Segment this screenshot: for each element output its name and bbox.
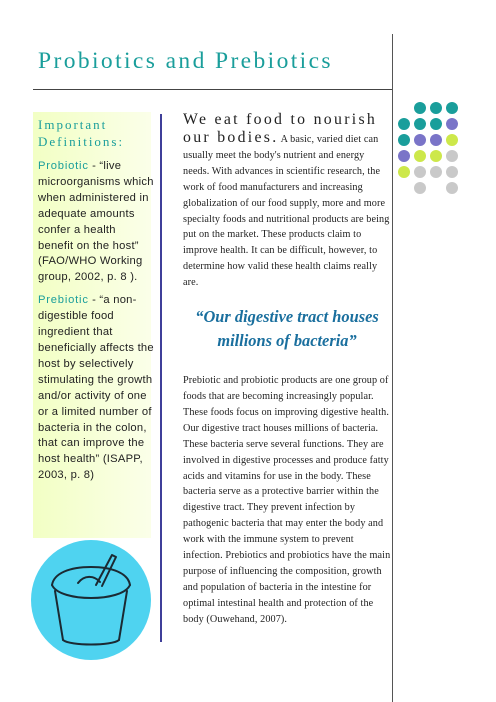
pull-quote [183, 305, 391, 353]
decorative-dot [446, 166, 458, 178]
decorative-dot [430, 118, 442, 130]
right-column-rule [392, 34, 393, 702]
decorative-dot [430, 166, 442, 178]
decorative-dot [430, 134, 442, 146]
decorative-dot [446, 118, 458, 130]
pull-quote-line2: millions of bacteria” [217, 331, 357, 351]
definition-probiotic [38, 159, 154, 286]
article-body [183, 110, 391, 628]
definition-text: - “live microorganisms which when administered in adequate amounts confer a health benefit on the host” (FAO/WHO Working group, 2002, p. 8 ). [38, 160, 154, 284]
pull-quote-line1: “Our digestive tract houses [195, 307, 379, 327]
decorative-dot [398, 134, 410, 146]
decorative-dot [414, 134, 426, 146]
decorative-dot [414, 150, 426, 162]
definition-term: Prebiotic [38, 294, 89, 307]
column-divider [160, 114, 162, 642]
definitions-heading-line1: Important [38, 117, 108, 132]
page-title: Probiotics and Prebiotics [38, 48, 333, 74]
decorative-dot [398, 150, 410, 162]
title-rule [33, 89, 393, 90]
definitions-heading [38, 116, 154, 150]
intro-text: A basic, varied diet can usually meet the body's nutrient and energy needs. With advances in scientific research, the work of food manufacturers and increasing globalization of our food supply, more and more specialty foods and nutritional products are being put on the market. These products claim to improve health. It can be difficult, however, to determine how valid these health claims really are. [183, 134, 390, 289]
decorative-dot [414, 166, 426, 178]
decorative-dot [446, 150, 458, 162]
decorative-dot [446, 182, 458, 194]
cup-background-circle [31, 540, 151, 660]
decorative-dot [446, 134, 458, 146]
decorative-dot [430, 150, 442, 162]
definition-term: Probiotic [38, 160, 89, 172]
decorative-dot [430, 102, 442, 114]
definitions-heading-line2: Definitions: [38, 134, 125, 149]
decorative-dot [446, 102, 458, 114]
decorative-dot [414, 118, 426, 130]
lead-line2: our bodies. [183, 129, 279, 146]
decorative-dot [414, 102, 426, 114]
decorative-dot [398, 118, 410, 130]
yogurt-cup-icon [30, 539, 152, 661]
lead-line1: We eat food to nourish [183, 111, 378, 128]
definitions-content [38, 116, 154, 491]
definition-prebiotic [38, 293, 154, 484]
decorative-dot [414, 182, 426, 194]
body-paragraph: Prebiotic and probiotic products are one group of foods that are becoming increasingly popular. These foods focus on improving digestive health. Our digestive tract houses millions of bacteria. These bacteria serve several functions. They are involved in digestive processes and produce fatty acids and vitamins for use in the body. These bacteria serve as a protective barrier within the digestive tract. They prevent infection by pathogenic bacteria that may enter the body and work with the immune system to prevent infection. Prebiotics and probiotics have the main purpose of influencing the composition, growth and population of bacteria in the intestine for optimal intestinal health and protection of the body (Ouwehand, 2007). [183, 375, 391, 625]
decorative-dot [398, 166, 410, 178]
decorative-dot-grid [398, 102, 464, 226]
intro-paragraph [183, 110, 391, 291]
definition-text: - “a non-digestible food ingredient that beneficially affects the host by selectively stimulating the growth and/or activity of one or a limited number of bacteria in the colon, that can improve the host health” (ISAPP, 2003, p. 8) [38, 294, 154, 482]
